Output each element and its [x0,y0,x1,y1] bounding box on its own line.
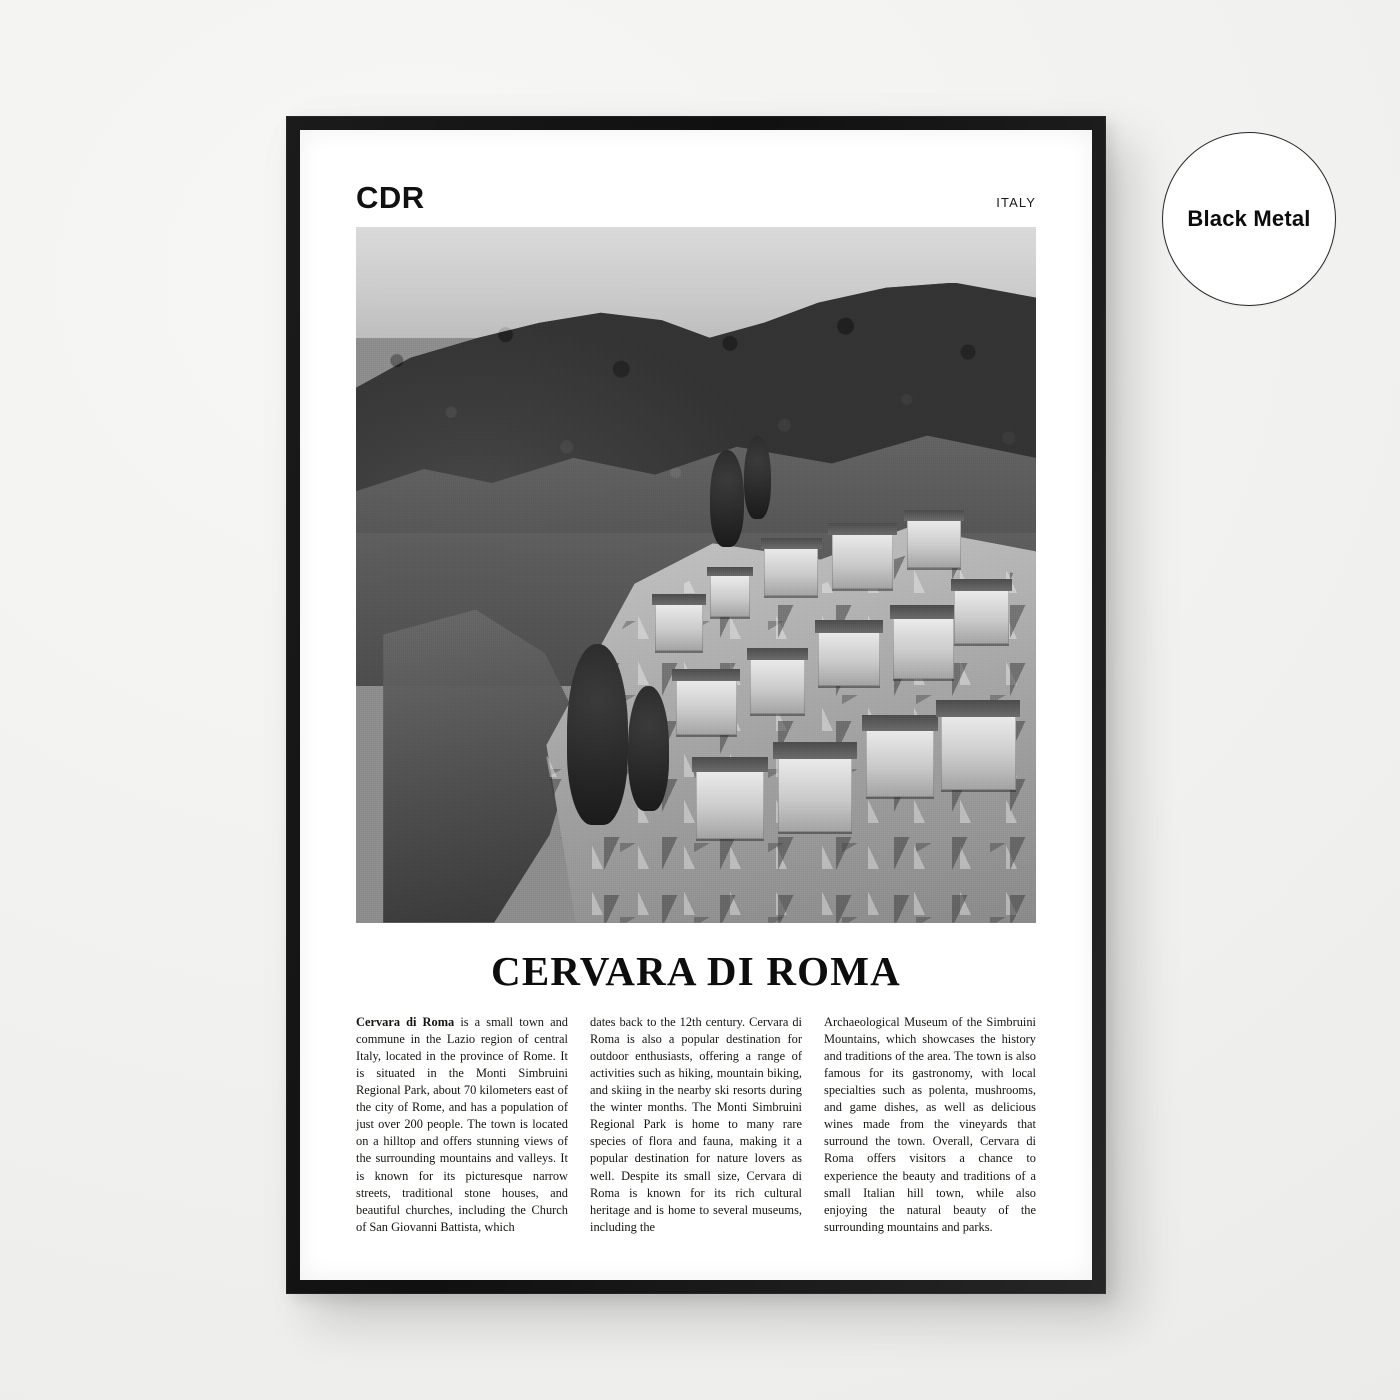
poster-header [356,182,1036,213]
body-text: is a small town and commune in the Lazio region of central Italy, located in the province of Rome. It is situated in the Monti Simbruini Regional Park, about 70 kilometers east of the city of Rome, and has a population of just over 200 people. The town is located on a hilltop and offers stunning views of the surrounding mountains and valleys. It is known for its picturesque narrow streets, traditional stone houses, and beautiful churches, including the Church of San Giovanni Battista, which [356,1014,568,1234]
body-column-1 [356,1014,568,1236]
material-badge [1162,132,1336,306]
material-badge-label: Black Metal [1187,206,1311,231]
body-text: dates back to the 12th century. Cervara di Roma is also a popular destination for outdoor enthusiasts, offering a range of activities such as hiking, mountain biking, and skiing in the nearby ski resorts during the winter months. The Monti Simbruini Regional Park is home to many rare species of flora and fauna, making it a popular destination for nature lovers as well. Despite its small size, Cervara di Roma is known for its rich cultural heritage and is home to several museums, including the [590,1014,802,1234]
body-lead-in: Cervara di Roma [356,1014,455,1029]
poster-body-columns [356,1014,1036,1236]
photo-grain-overlay [356,227,1036,923]
body-text: Archaeological Museum of the Simbruini Mountains, which showcases the history and traditions of the area. The town is also famous for its gastronomy, with local specialties such as polenta, mushrooms, and game dishes, as well as delicious wines made from the vineyards that surround the town. Overall, Cervara di Roma offers visitors a chance to experience the beauty and traditions of a small Italian hill town, while also enjoying the natural beauty of the surrounding mountains and parks. [824,1014,1036,1234]
poster-code: CDR [356,180,425,215]
poster-mat [300,130,1092,1280]
poster-photo [356,227,1036,923]
page-title: CERVARA DI ROMA [491,947,901,994]
picture-frame [286,116,1106,1294]
body-column-3 [824,1014,1036,1236]
body-column-2 [590,1014,802,1236]
poster-country: ITALY [996,195,1036,210]
